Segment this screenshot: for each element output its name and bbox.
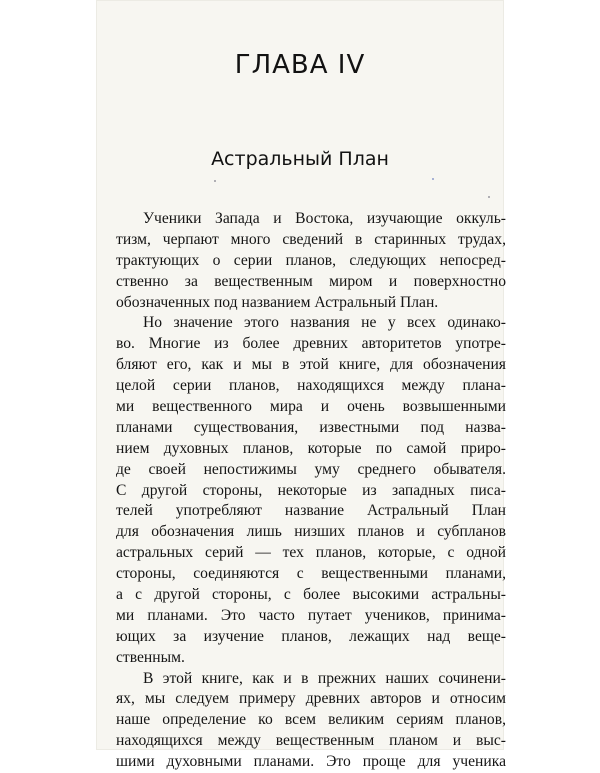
text-line: В этой книге, как и в прежних наших сочинени- [143,669,506,687]
text-line: ми планами. Это часто путает учеников, принима- [116,606,506,624]
paper-speck [488,196,490,198]
text-line: бляют его, как и мы в этой книге, для обозначения [116,356,506,374]
text-line: а с другой стороны, с более высокими астральны- [116,586,506,604]
text-line: ях, мы следуем примеру древних авторов и относим [116,690,506,708]
text-line: ми вещественного мира и очень возвышенными [116,398,506,416]
text-line: для обозначения лишь низших планов и субпланов [116,523,506,541]
text-line: трактующих о серии планов, следующих непосред- [116,251,506,269]
text-line: наше определение ко всем великим сериям планов, [116,711,506,729]
chapter-title: ГЛАВА IV [234,50,366,80]
text-line: нием духовных планов, которые по самой приро- [116,439,506,457]
text-line: находящихся между вещественным планом и выс- [116,732,506,750]
text-line: планами существования, известными под назва- [116,418,506,436]
text-line: обозначенных под названием Астральный План. [116,293,439,311]
book-page [96,0,506,771]
paper-speck [214,180,216,182]
text-line: де своей непостижимы уму среднего обывателя. [116,460,506,478]
body-text [116,209,506,773]
text-line: телей употребляют название Астральный План [116,502,506,520]
text-line: стороны, соединяются с вещественными планами, [116,565,506,583]
text-line: Но значение этого названия не у всех одинако- [143,314,506,332]
text-line: шими духовными планами. Это проще для ученика [116,753,506,771]
text-line: во. Многие из более древних авторитетов употре- [116,335,506,353]
text-line: ющих за изучение планов, лежащих над веще- [116,627,506,645]
text-line: С другой стороны, некоторые из западных писа- [116,481,506,499]
text-line: ственно за вещественным миром и поверхностно [116,272,506,290]
text-line: целой серии планов, находящихся между плана- [116,377,506,395]
paper-speck [432,178,434,180]
text-line: тизм, черпают много сведений в старинных трудах, [116,230,506,248]
text-line: Ученики Запада и Востока, изучающие оккуль- [143,210,506,227]
text-line: ственным. [116,648,185,666]
text-line: астральных серий — тех планов, которые, с одной [116,544,506,562]
section-title: Астральный План [211,148,389,170]
